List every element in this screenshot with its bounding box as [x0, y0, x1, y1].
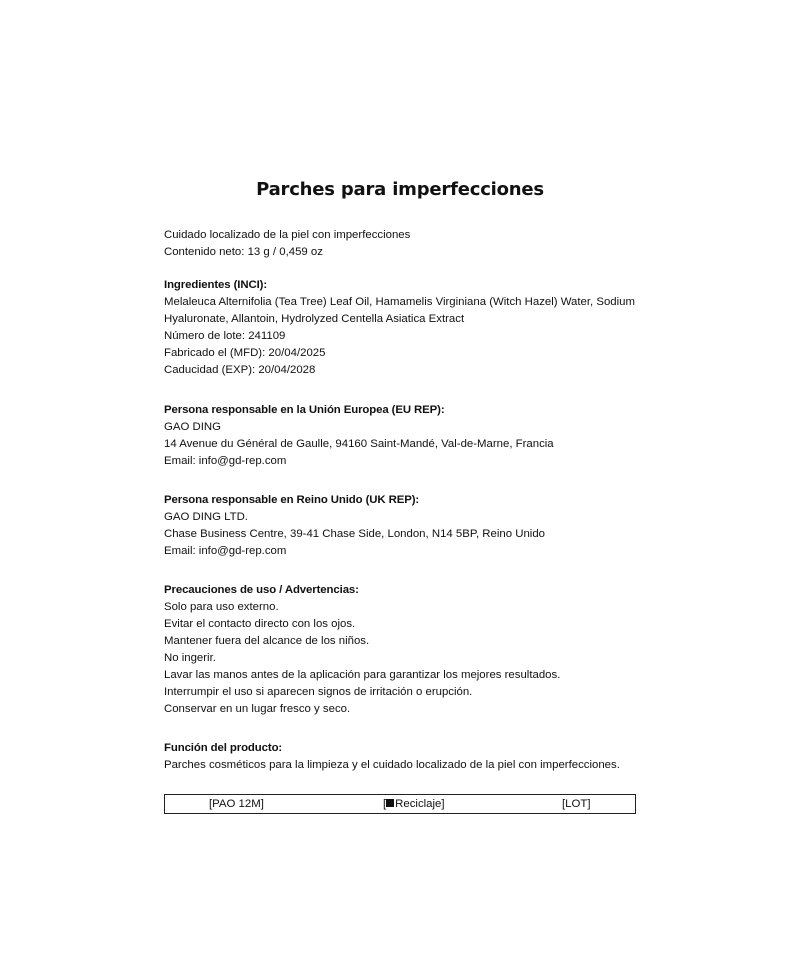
- eu-rep-section: [164, 402, 636, 470]
- eu-rep-company: GAO DING: [164, 421, 221, 433]
- ingredients-heading: Ingredientes (INCI):: [164, 279, 268, 291]
- ingredients-section: [164, 277, 636, 379]
- uk-rep-email: Email: info@gd-rep.com: [164, 545, 287, 557]
- warnings-heading: Precauciones de uso / Advertencias:: [164, 584, 359, 596]
- function-line: Parches cosméticos para la limpieza y el cuidado localizado de la piel con imperfecciones.: [164, 759, 620, 771]
- warning-line: Lavar las manos antes de la aplicación para garantizar los mejores resultados.: [164, 669, 561, 681]
- label-document: [164, 176, 636, 814]
- warning-line: Mantener fuera del alcance de los niños.: [164, 635, 370, 647]
- eu-rep-address: 14 Avenue du Général de Gaulle, 94160 Saint-Mandé, Val-de-Marne, Francia: [164, 438, 554, 450]
- warning-line: Solo para uso externo.: [164, 601, 279, 613]
- pao-label: [PAO 12M]: [209, 798, 264, 810]
- lot-label: [LOT]: [562, 798, 591, 810]
- mfd-line: Fabricado el (MFD): 20/04/2025: [164, 347, 326, 359]
- eu-rep-heading: Persona responsable en la Unión Europea (EU REP):: [164, 404, 445, 416]
- net-content-line: Contenido neto: 13 g / 0,459 oz: [164, 246, 323, 258]
- warning-line: Interrumpir el uso si aparecen signos de irritación o erupción.: [164, 686, 473, 698]
- recycle-bracket: [: [383, 798, 387, 810]
- uk-rep-company: GAO DING LTD.: [164, 511, 248, 523]
- exp-line: Caducidad (EXP): 20/04/2028: [164, 364, 316, 376]
- function-heading: Función del producto:: [164, 742, 283, 754]
- intro-line: Cuidado localizado de la piel con imperfecciones: [164, 229, 411, 241]
- recycle-icon: [386, 799, 394, 807]
- uk-rep-address: Chase Business Centre, 39-41 Chase Side, London, N14 5BP, Reino Unido: [164, 528, 545, 540]
- ingredients-line: Melaleuca Alternifolia (Tea Tree) Leaf Oil, Hamamelis Virginiana (Witch Hazel) Water, Sodium: [164, 296, 635, 308]
- document-title: Parches para imperfecciones: [256, 179, 544, 200]
- warnings-section: [164, 582, 636, 718]
- function-section: [164, 740, 636, 774]
- uk-rep-heading: Persona responsable en Reino Unido (UK REP):: [164, 494, 420, 506]
- recycle-label: Reciclaje]: [395, 798, 445, 810]
- recycle-label-group: [383, 795, 445, 813]
- warning-line: Evitar el contacto directo con los ojos.: [164, 618, 356, 630]
- intro-section: [164, 227, 636, 261]
- uk-rep-section: [164, 492, 636, 560]
- eu-rep-email: Email: info@gd-rep.com: [164, 455, 287, 467]
- lot-number-line: Número de lote: 241109: [164, 330, 286, 342]
- warning-line: No ingerir.: [164, 652, 216, 664]
- warning-line: Conservar en un lugar fresco y seco.: [164, 703, 351, 715]
- ingredients-line: Hyaluronate, Allantoin, Hydrolyzed Centella Asiatica Extract: [164, 313, 465, 325]
- footer-symbols-box: [164, 794, 636, 814]
